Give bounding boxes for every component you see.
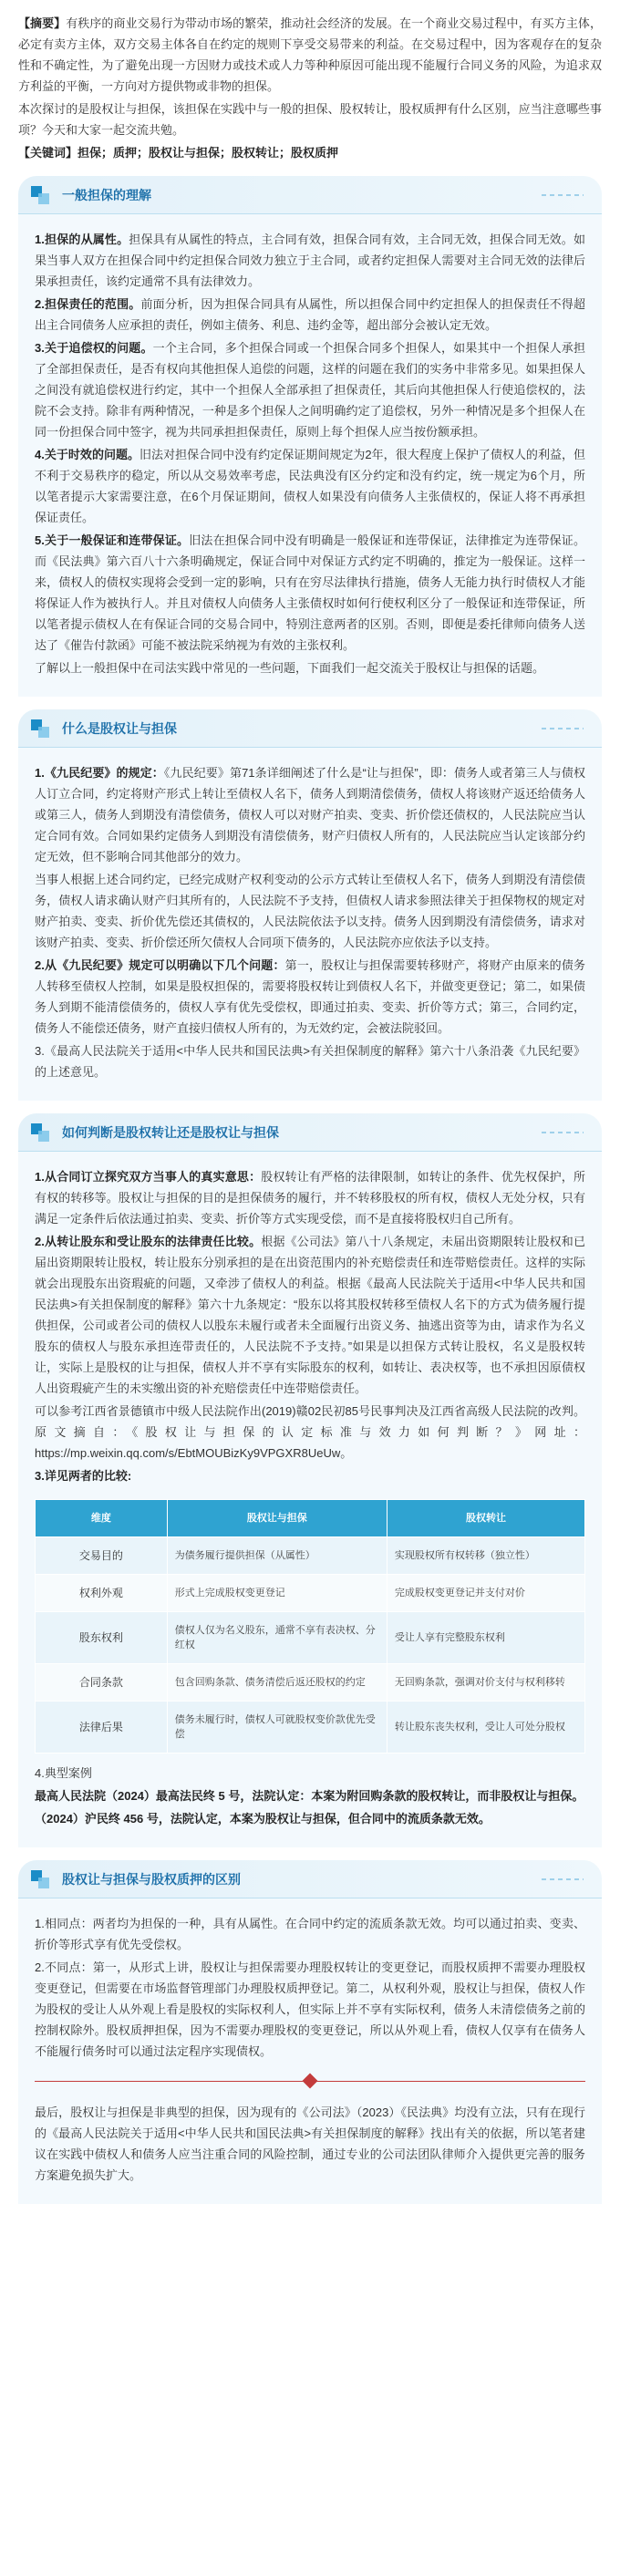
paragraph: 1.《九民纪要》的规定：《九民纪要》第71条详细阐述了什么是“让与担保”，即：债务人或者第三人与债权人订立合同，约定将财产形式上转让至债权人名下，债务人到期清偿债务，债权人将该财产返还给债务人或第三人，债务人到期没有清偿债务，债权人可以对财产拍卖、变卖、折价偿还债权的，人民法院应当认定合同有效。合同如果约定债务人到期没有清偿债务，财产归债权人所有的，人民法院应当认定该部分约定无效，但不影响合同其他部分的效力。 (35, 766, 585, 864)
keywords-label: 【关键词】 (18, 146, 78, 160)
table-cell: 权利外观 (36, 1575, 168, 1612)
section-title: 什么是股权让与担保 (62, 721, 177, 736)
section-body (18, 214, 602, 697)
lead-paragraph: 本次探讨的是股权让与担保，该担保在实践中与一般的担保、股权转让，股权质押有什么区别，应当注意哪些事项？今天和大家一起交流共勉。 (18, 102, 602, 137)
paragraph: 3.关于追偿权的问题。一个主合同，多个担保合同或一个担保合同多个担保人，如果其中一个担保人承担了全部担保责任，是否有权向其他担保人追偿的问题，这样的问题在我们的实务中非常多见。如果担保人之间没有就追偿权进行约定，其中一个担保人全部承担了担保责任，其后向其他担保人行使追偿权的，法院不会支持。除非有两种情况，一种是多个担保人之间明确约定了追偿权，另外一种情况是多个担保人在同一份担保合同中签字，视为共同承担担保责任，原则上每个担保人应当按份额承担。 (35, 341, 585, 439)
table-cell: 实现股权所有权转移（独立性） (387, 1537, 584, 1575)
table-cell: 法律后果 (36, 1702, 168, 1754)
table-header-cell: 股权转让 (387, 1500, 584, 1537)
paragraph: 可以参考江西省景德镇市中级人民法院作出(2019)赣02民初85号民事判决及江西省高级人民法院的改判。原文摘自：《股权让与担保的认定标准与效力如何判断？》网址：https://mp.weixin.qq.com/s/EbtMOUBizKy9VPGXR8UeUw。 (35, 1404, 585, 1460)
section-marker-icon (31, 1870, 51, 1890)
section-marker-icon (31, 719, 51, 740)
paragraph: 2.从《九民纪要》规定可以明确以下几个问题：第一，股权让与担保需要转移财产，将财产由原来的债务人转移至债权人控制，如果是股权担保的，需要将股权转让到债权人名下，并做变更登记；第二，如果债务人到期不能清偿债务的，债权人享有优先受偿权，即通过拍卖、变卖、折价等方式；第三，合同约定，债务人不能偿还债务，财产直接归债权人所有的，为无效约定，会被法院驳回。 (35, 958, 585, 1035)
decorative-dashes (542, 1132, 584, 1133)
section-body (18, 1152, 602, 1847)
table-header-row (36, 1500, 585, 1537)
abstract-label: 【摘要】 (18, 16, 67, 30)
section-equity-transfer-guarantee (18, 709, 602, 1101)
paragraph: 2.担保责任的范围。前面分析，因为担保合同具有从属性，所以担保合同中约定担保人的担保责任不得超出主合同债务人应承担的责任，例如主债务、利息、违约金等，超出部分会被认定无效。 (35, 297, 585, 332)
table-cell: 交易目的 (36, 1537, 168, 1575)
table-header-cell: 维度 (36, 1500, 168, 1537)
paragraph: 3.《最高人民法院关于适用<中华人民共和国民法典>有关担保制度的解释》第六十八条沿袭《九民纪要》的上述意见。 (35, 1044, 585, 1079)
decorative-dashes (542, 728, 584, 729)
section-header (18, 1860, 602, 1898)
paragraph: 1.相同点：两者均为担保的一种，具有从属性。在合同中约定的流质条款无效。均可以通过拍卖、变卖、折价等形式享有优先受偿权。 (35, 1917, 585, 1951)
section-body (18, 748, 602, 1101)
table-row (36, 1537, 585, 1575)
abstract-paragraph (18, 13, 602, 97)
diamond-icon (303, 2074, 318, 2089)
section-distinguish (18, 1113, 602, 1847)
closing-paragraph: 最后，股权让与担保是非典型的担保，因为现有的《公司法》（2023）《民法典》均没有立法，只有在现行的《最高人民法院关于适用<中华人民共和国民法典>有关担保制度的解释》找出有关的依据，所以笔者建议在实践中债权人和债务人应当注重合同的风险控制，通过专业的公司法团队律师介入提供更完善的服务方案避免损失扩大。 (35, 2105, 585, 2182)
section-title: 如何判断是股权转让还是股权让与担保 (62, 1125, 279, 1140)
abstract-text: 有秩序的商业交易行为带动市场的繁荣，推动社会经济的发展。在一个商业交易过程中，有买方主体，必定有卖方主体，双方交易主体各自在约定的规则下享受交易带来的利益。在交易过程中，因为客观存在的复杂性和不确定性，为了避免出现一方因财力或技术或人力等种种原因可能出现不能履行合同义务的风险，为追求双方利益的平衡，一方向对方提供物或非物的担保。 (18, 16, 602, 93)
section-marker-icon (31, 1123, 51, 1143)
table-cell: 受让人享有完整股东权利 (387, 1612, 584, 1664)
table-cell: 转让股东丧失权利，受让人可处分股权 (387, 1702, 584, 1754)
section-title: 股权让与担保与股权质押的区别 (62, 1872, 241, 1887)
section-body (18, 1898, 602, 2204)
table-cell: 合同条款 (36, 1664, 168, 1702)
paragraph: 3.详见两者的比较: (35, 1469, 132, 1483)
section-pledge-difference (18, 1860, 602, 2204)
comparison-table (35, 1499, 585, 1754)
decorative-dashes (542, 194, 584, 196)
section-marker-icon (31, 186, 51, 206)
paragraph: 4.典型案例 (35, 1766, 92, 1780)
keywords-paragraph (18, 142, 602, 163)
intro (18, 13, 602, 163)
paragraph: 2.不同点：第一，从形式上讲，股权让与担保需要办理股权转让的变更登记，而股权质押不需要办理股权变更登记，但需要在市场监督管理部门办理股权质押登记。第二，从权利外观，股权让与担保，债权人作为股权的受让人从外观上看是股权的实际权利人，但实际上并不享有实际权利，债务人未清偿债务之前的控制权除外。股权质押担保，因为不需要办理股权的变更登记，所以从外观上看，债权人仅享有在债务人不能履行债务时可以通过法定程序实现债权。 (35, 1960, 585, 2058)
decorative-dashes (542, 1878, 584, 1880)
table-cell: 为债务履行提供担保（从属性） (167, 1537, 387, 1575)
table-row (36, 1612, 585, 1664)
paragraph: 当事人根据上述合同约定，已经完成财产权利变动的公示方式转让至债权人名下，债务人到期没有清偿债务，债权人请求确认财产归其所有的，人民法院不予支持，但债权人请求参照法律关于担保物权的规定对财产拍卖、变卖、折价优先偿还其债权的，人民法院依法予以支持。债务人因到期没有清偿债务，请求对该财产拍卖、变卖、折价偿还所欠债权人合同项下债务的，人民法院亦应依法予以支持。 (35, 873, 585, 949)
section-header (18, 176, 602, 214)
table-cell: 包含回购条款、债务清偿后返还股权的约定 (167, 1664, 387, 1702)
table-row (36, 1575, 585, 1612)
keywords-text: 担保；质押；股权让与担保；股权转让；股权质押 (78, 146, 339, 160)
paragraph: 1.担保的从属性。担保具有从属性的特点，主合同有效，担保合同有效，主合同无效，担保合同无效。如果当事人双方在担保合同中约定担保合同效力独立于主合同，或者约定担保人需要对主合同无效的法律后果承担责任，该约定通常不具有法律效力。 (35, 233, 585, 288)
section-header (18, 1113, 602, 1152)
section-title: 一般担保的理解 (62, 188, 151, 202)
ornament-divider (35, 2069, 585, 2095)
table-row (36, 1702, 585, 1754)
table-cell: 完成股权变更登记并支付对价 (387, 1575, 584, 1612)
section-general-guarantee (18, 176, 602, 697)
table-header-cell: 股权让与担保 (167, 1500, 387, 1537)
paragraph: 了解以上一般担保中在司法实践中常见的一些问题，下面我们一起交流关于股权让与担保的话题。 (35, 661, 545, 675)
case-paragraph: （2024）沪民终 456 号，法院认定，本案为股权让与担保，但合同中的流质条款无效。 (35, 1812, 491, 1826)
case-paragraph: 最高人民法院（2024）最高法民终 5 号，法院认定：本案为附回购条款的股权转让，而非股权让与担保。 (35, 1789, 584, 1803)
paragraph: 1.从合同订立探究双方当事人的真实意思：股权转让有严格的法律限制，如转让的条件、优先权保护，所有权的转移等。股权让与担保的目的是担保债务的履行，并不转移股权的所有权，债权人无处分权，只有满足一定条件后依法通过拍卖、变卖、折价等方式实现受偿，而不是直接将股权归自己所有。 (35, 1170, 585, 1226)
paragraph: 4.关于时效的问题。旧法对担保合同中没有约定保证期间规定为2年，很大程度上保护了债权人的利益，但不利于交易秩序的稳定，所以从交易效率考虑，民法典没有区分约定和没有约定，统一规定为6个月，所以笔者提示大家需要注意，在6个月保证期间，债权人如果没有向债务人主张债权的，保证人将不再承担保证责任。 (35, 448, 586, 524)
table-cell: 股东权利 (36, 1612, 168, 1664)
table-cell: 债务未履行时，债权人可就股权变价款优先受偿 (167, 1702, 387, 1754)
table-row (36, 1664, 585, 1702)
section-header (18, 709, 602, 748)
table-cell: 债权人仅为名义股东，通常不享有表决权、分红权 (167, 1612, 387, 1664)
paragraph: 5.关于一般保证和连带保证。旧法在担保合同中没有明确是一般保证和连带保证，法律推定为连带保证。而《民法典》第六百八十六条明确规定，保证合同中对保证方式约定不明确的，推定为一般保证。这样一来，债权人的债权实现将会受到一定的影响，只有在穷尽法律执行措施，债务人无能力执行时债权人才能将保证人作为被执行人。并且对债权人向债务人主张债权时如何行使权利区分了一般保证和连带保证，所以笔者提示债权人在有保证合同的交易合同中，特别注意两者的区别。否则，即便是委托律师向债务人送达了《催告付款函》可能不被法院采纳视为有效的主张权利。 (35, 533, 585, 652)
table-cell: 无回购条款，强调对价支付与权利移转 (387, 1664, 584, 1702)
paragraph: 2.从转让股东和受让股东的法律责任比较。根据《公司法》第八十八条规定，未届出资期限转让股权和已届出资期限转让股权，转让股东分别承担的是在出资范围内的补充赔偿责任和连带赔偿责任。这样的实际就会出现股东出资瑕疵的问题，又牵涉了债权人的利益。根据《最高人民法院关于适用<中华人民共和国民法典>有关担保制度的解释》第六十九条规定：“股东以将其股权转移至债权人名下的方式为债务履行提供担保，公司或者公司的债权人以股东未履行或者未全面履行出资义务、抽逃出资等为由，请求作为名义股东的债权人与股东承担连带责任的，人民法院不予支持。”如果是以担保方式转让股权，名义是股权转让，实际上是股权的让与担保，债权人并不享有实际股东的权利，如转让、表决权等，也不承担因原债权人出资瑕疵产生的未实缴出资的补充赔偿责任中连带赔偿责任。 (35, 1235, 585, 1395)
table-cell: 形式上完成股权变更登记 (167, 1575, 387, 1612)
